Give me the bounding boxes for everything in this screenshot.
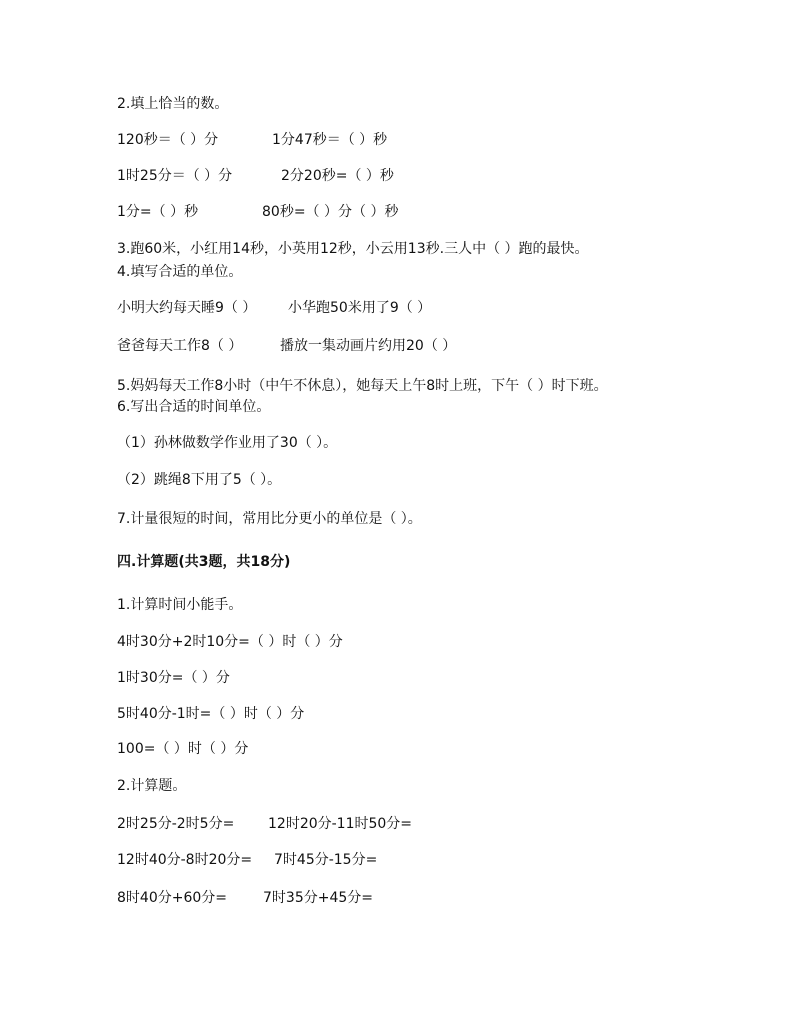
q3-text: 3.跑60米，小红用14秒，小英用12秒，小云用13秒.三人中（ ）跑的最快。	[117, 241, 589, 257]
c1-row1: 4时30分+2时10分=（ ）时（ ）分	[117, 634, 343, 650]
q4-row2-left: 爸爸每天工作8（ ）	[117, 338, 243, 354]
q2-row1-right: 1分47秒＝（ ）秒	[272, 132, 388, 148]
q2-row2-left: 1时25分＝（ ）分	[117, 168, 233, 184]
q2-row3-right: 80秒=（ ）分（ ）秒	[262, 204, 399, 220]
q2-row3-left: 1分=（ ）秒	[117, 204, 199, 220]
q5-text: 5.妈妈每天工作8小时（中午不休息），她每天上午8时上班，下午（ ）时下班。	[117, 378, 608, 394]
c1-title: 1.计算时间小能手。	[117, 597, 243, 613]
c2-row1-left: 2时25分-2时5分=	[117, 816, 235, 832]
q6-title: 6.写出合适的时间单位。	[117, 399, 271, 415]
q4-row2-right: 播放一集动画片约用20（ ）	[280, 338, 457, 354]
c1-row4: 100=（ ）时（ ）分	[117, 741, 249, 757]
c2-row3-left: 8时40分+60分=	[117, 890, 227, 906]
q2-row1-left: 120秒＝（ ）分	[117, 132, 219, 148]
c2-title: 2.计算题。	[117, 778, 187, 794]
c2-row1-right: 12时20分-11时50分=	[268, 816, 413, 832]
q4-row1-left: 小明大约每天睡9（ ）	[117, 300, 257, 316]
q4-title: 4.填写合适的单位。	[117, 264, 243, 280]
c2-row3-right: 7时35分+45分=	[263, 890, 373, 906]
c2-row2-right: 7时45分-15分=	[274, 852, 378, 868]
q7-text: 7.计量很短的时间，常用比分更小的单位是（ ）。	[117, 511, 422, 527]
c1-row3: 5时40分-1时=（ ）时（ ）分	[117, 706, 305, 722]
q2-title: 2.填上恰当的数。	[117, 96, 229, 112]
q6-row2: （2）跳绳8下用了5（ ）。	[117, 472, 282, 488]
q2-row2-right: 2分20秒=（ ）秒	[281, 168, 394, 184]
q6-row1: （1）孙林做数学作业用了30（ ）。	[117, 435, 338, 451]
section4-heading: 四.计算题(共3题，共18分)	[117, 554, 291, 570]
q4-row1-right: 小华跑50米用了9（ ）	[288, 300, 432, 316]
c2-row2-left: 12时40分-8时20分=	[117, 852, 253, 868]
c1-row2: 1时30分=（ ）分	[117, 670, 230, 686]
